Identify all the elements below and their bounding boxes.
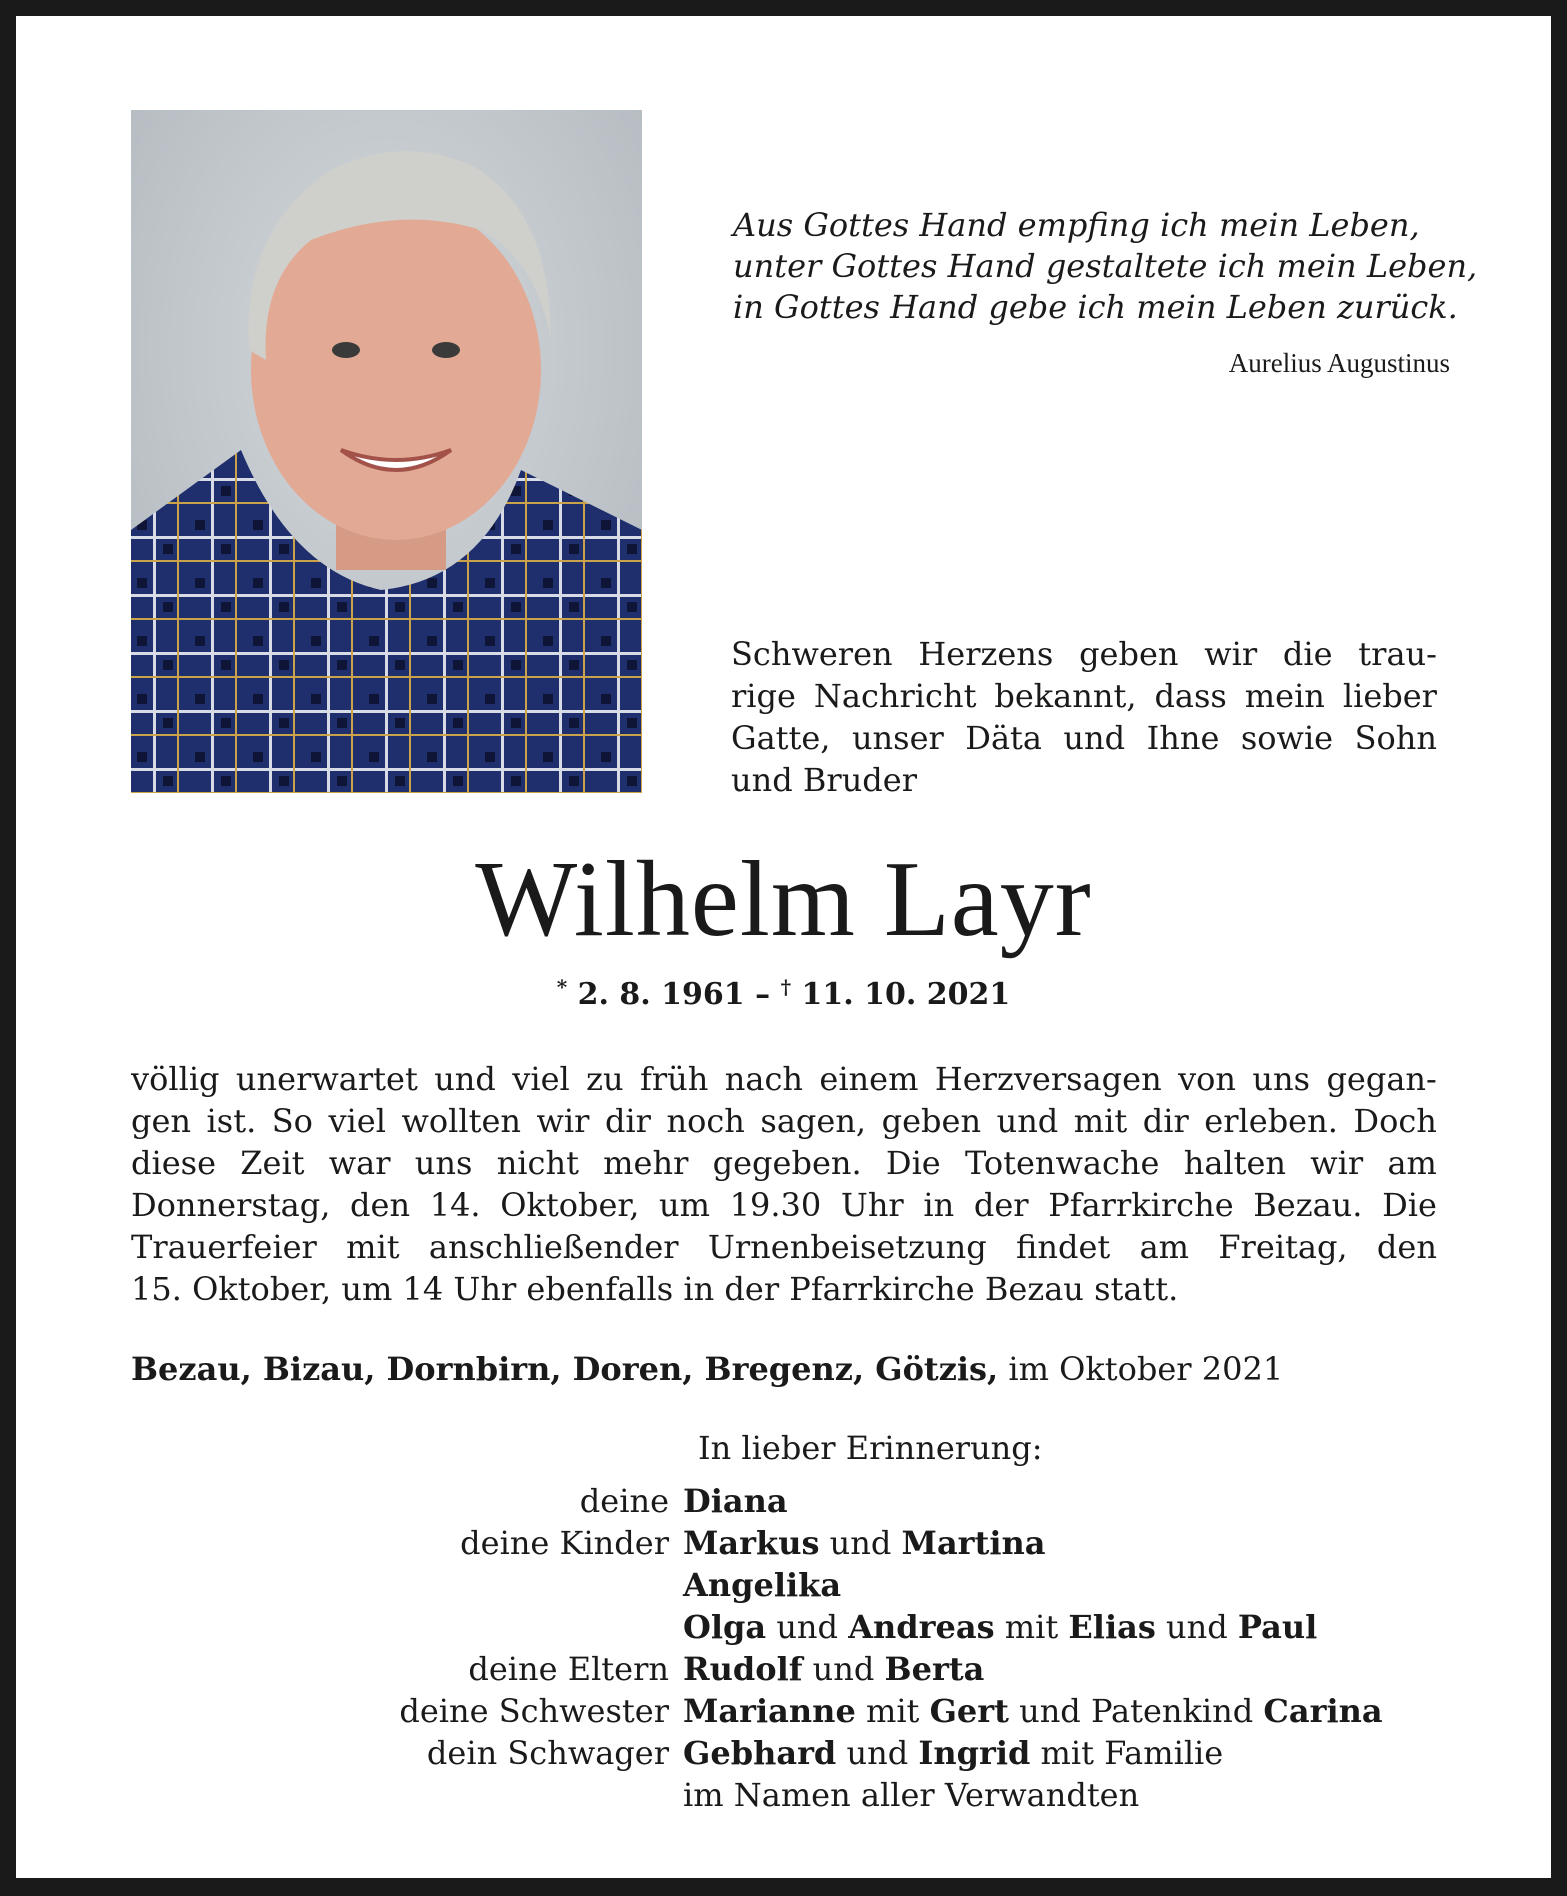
word: Freitag, <box>1218 1228 1348 1266</box>
word: der <box>973 1186 1029 1224</box>
word: Bezau. <box>1253 1186 1363 1224</box>
word: Donnerstag, <box>131 1186 331 1224</box>
word: unser <box>851 719 944 757</box>
memory-title: In lieber Erinnerung: <box>698 1429 1043 1467</box>
places-line <box>131 1350 1283 1388</box>
word: erleben. <box>1204 1102 1338 1140</box>
death-symbol: † <box>780 975 792 999</box>
word: gen <box>131 1102 192 1140</box>
announcement-line <box>131 1100 1437 1142</box>
word: lieber <box>1342 677 1437 715</box>
word: dir <box>1142 1102 1189 1140</box>
word: halten <box>1183 1144 1287 1182</box>
word: Urnenbeisetzung <box>707 1228 987 1266</box>
word: den <box>350 1186 411 1224</box>
places-names: Bezau, Bizau, Dornbirn, Doren, Bregenz, Götzis, <box>131 1350 999 1388</box>
mourner-names <box>683 1650 984 1688</box>
quote-line: Aus Gottes Hand empfing ich mein Leben, <box>733 206 1420 244</box>
mourner-name: Elias <box>1068 1608 1156 1646</box>
quote-author: Aurelius Augustinus <box>1228 348 1450 378</box>
mourners-list <box>131 1482 1471 1818</box>
mourner-name: Carina <box>1263 1692 1383 1730</box>
word: Totenwache <box>964 1144 1160 1182</box>
intro-line <box>731 717 1437 759</box>
mourner-relation: dein Schwager <box>426 1734 669 1772</box>
mourner-connector: und <box>1155 1608 1238 1646</box>
mourner-connector: im Namen aller Verwandten <box>683 1776 1140 1814</box>
death-date: 11. 10. 2021 <box>801 977 1011 1012</box>
word: Die <box>1382 1186 1437 1224</box>
word: nicht <box>496 1144 579 1182</box>
announcement-text <box>131 1058 1437 1310</box>
mourner-connector: mit <box>855 1692 930 1730</box>
word: So <box>271 1102 313 1140</box>
word: sowie <box>1240 719 1334 757</box>
date-separator: – <box>755 977 771 1012</box>
word: viel <box>328 1102 386 1140</box>
mourner-row <box>131 1776 1471 1818</box>
mourner-names <box>683 1776 1139 1814</box>
word: am <box>1139 1228 1190 1266</box>
birth-date: 2. 8. 1961 <box>577 977 745 1012</box>
mourner-names <box>683 1566 841 1604</box>
word: wollten <box>401 1102 521 1140</box>
word: uns <box>1252 1060 1311 1098</box>
word: war <box>328 1144 391 1182</box>
word: ist. <box>206 1102 257 1140</box>
mourner-connector: mit Familie <box>1030 1734 1224 1772</box>
word: dir <box>604 1102 651 1140</box>
word: am <box>1387 1144 1437 1182</box>
word: 19.30 <box>729 1186 822 1224</box>
word: anschließender <box>428 1228 679 1266</box>
word: früh <box>640 1060 709 1098</box>
mourner-name: Paul <box>1237 1608 1318 1646</box>
mourner-name: Gert <box>929 1692 1009 1730</box>
announcement-line <box>131 1226 1437 1268</box>
mourner-row <box>131 1524 1471 1566</box>
birth-symbol: * <box>556 975 568 999</box>
mourner-connector: und <box>766 1608 849 1646</box>
word: und <box>1063 719 1126 757</box>
word: Doch <box>1353 1102 1437 1140</box>
word: viel <box>512 1060 570 1098</box>
word: Däta <box>965 719 1042 757</box>
intro-text <box>731 633 1437 801</box>
mourner-name: Marianne <box>683 1692 856 1730</box>
word: in <box>923 1186 955 1224</box>
word: Herzens <box>918 635 1054 673</box>
intro-line: und Bruder <box>731 761 918 799</box>
mourner-names <box>683 1692 1383 1730</box>
mourner-relation: deine Eltern <box>468 1650 669 1688</box>
announcement-line <box>131 1142 1437 1184</box>
mourner-connector: mit <box>994 1608 1069 1646</box>
word: von <box>1178 1060 1237 1098</box>
word: diese <box>131 1144 217 1182</box>
word: uns <box>414 1144 473 1182</box>
mourner-names <box>683 1734 1223 1772</box>
word: Pfarrkirche <box>1048 1186 1234 1224</box>
word: nach <box>724 1060 803 1098</box>
word: Trauerfeier <box>131 1228 317 1266</box>
mourner-name: Markus <box>683 1524 820 1562</box>
word: mit <box>346 1228 400 1266</box>
word: Sohn <box>1354 719 1437 757</box>
word: den <box>1376 1228 1437 1266</box>
mourner-name: Ingrid <box>918 1734 1031 1772</box>
word: wir <box>1204 635 1258 673</box>
word: mehr <box>603 1144 689 1182</box>
mourner-names <box>683 1608 1317 1646</box>
word: zu <box>586 1060 624 1098</box>
word: Uhr <box>840 1186 904 1224</box>
announcement-line: 15. Oktober, um 14 Uhr ebenfalls in der Pfarrkirche Bezau statt. <box>131 1270 1179 1308</box>
mourner-name: Diana <box>683 1482 788 1520</box>
quote-block <box>733 205 1478 328</box>
quote-line: in Gottes Hand gebe ich mein Leben zurück. <box>733 288 1458 326</box>
word: wir <box>1310 1144 1364 1182</box>
mourner-name: Gebhard <box>683 1734 837 1772</box>
word: gegan- <box>1326 1060 1437 1098</box>
word: Nachricht <box>813 677 977 715</box>
word: wir <box>536 1102 590 1140</box>
mourner-name: Andreas <box>848 1608 995 1646</box>
mourner-connector: und <box>836 1734 919 1772</box>
mourner-names <box>683 1482 788 1520</box>
announcement-line <box>131 1058 1437 1100</box>
word: geben <box>881 1102 982 1140</box>
mourner-connector: und <box>802 1650 885 1688</box>
word: bekannt, <box>994 677 1137 715</box>
word: rige <box>731 677 796 715</box>
mourner-row <box>131 1650 1471 1692</box>
intro-line <box>731 633 1437 675</box>
announcement-line <box>131 1184 1437 1226</box>
word: dass <box>1154 677 1227 715</box>
word: gegeben. <box>712 1144 862 1182</box>
mourner-row <box>131 1608 1471 1650</box>
mourner-connector: und <box>819 1524 902 1562</box>
word: trau- <box>1358 635 1437 673</box>
mourner-name: Olga <box>683 1608 767 1646</box>
word: Die <box>885 1144 941 1182</box>
mourner-relation: deine Kinder <box>460 1524 669 1562</box>
mourner-name: Rudolf <box>683 1650 803 1688</box>
word: sagen, <box>760 1102 867 1140</box>
mourner-relation: deine <box>579 1482 669 1520</box>
life-dates <box>0 975 1567 1012</box>
word: Oktober, <box>500 1186 640 1224</box>
word: Herzversagen <box>934 1060 1162 1098</box>
mourner-row <box>131 1566 1471 1608</box>
word: geben <box>1079 635 1179 673</box>
word: Schweren <box>731 635 893 673</box>
mourner-row <box>131 1692 1471 1734</box>
word: und <box>996 1102 1059 1140</box>
word: findet <box>1016 1228 1111 1266</box>
mourner-name: Berta <box>884 1650 985 1688</box>
mourner-relation: deine Schwester <box>399 1692 669 1730</box>
word: 14. <box>429 1186 481 1224</box>
word: die <box>1282 635 1333 673</box>
quote-line: unter Gottes Hand gestaltete ich mein Leben, <box>733 247 1478 285</box>
intro-line <box>731 675 1437 717</box>
word: Ihne <box>1146 719 1220 757</box>
word: und <box>434 1060 496 1098</box>
word: um <box>659 1186 710 1224</box>
word: Gatte, <box>731 719 831 757</box>
word: völlig <box>131 1060 220 1098</box>
word: mein <box>1244 677 1325 715</box>
word: einem <box>819 1060 919 1098</box>
mourner-names <box>683 1524 1045 1562</box>
mourner-name: Martina <box>901 1524 1046 1562</box>
word: unerwartet <box>235 1060 418 1098</box>
mourner-row <box>131 1482 1471 1524</box>
deceased-name: Wilhelm Layr <box>475 840 1092 959</box>
mourner-row <box>131 1734 1471 1776</box>
portrait-photo <box>131 110 642 793</box>
mourner-connector: und Patenkind <box>1008 1692 1264 1730</box>
word: mit <box>1073 1102 1128 1140</box>
places-date: im Oktober 2021 <box>1008 1350 1284 1388</box>
mourner-name: Angelika <box>683 1566 842 1604</box>
word: noch <box>666 1102 745 1140</box>
word: Zeit <box>240 1144 305 1182</box>
